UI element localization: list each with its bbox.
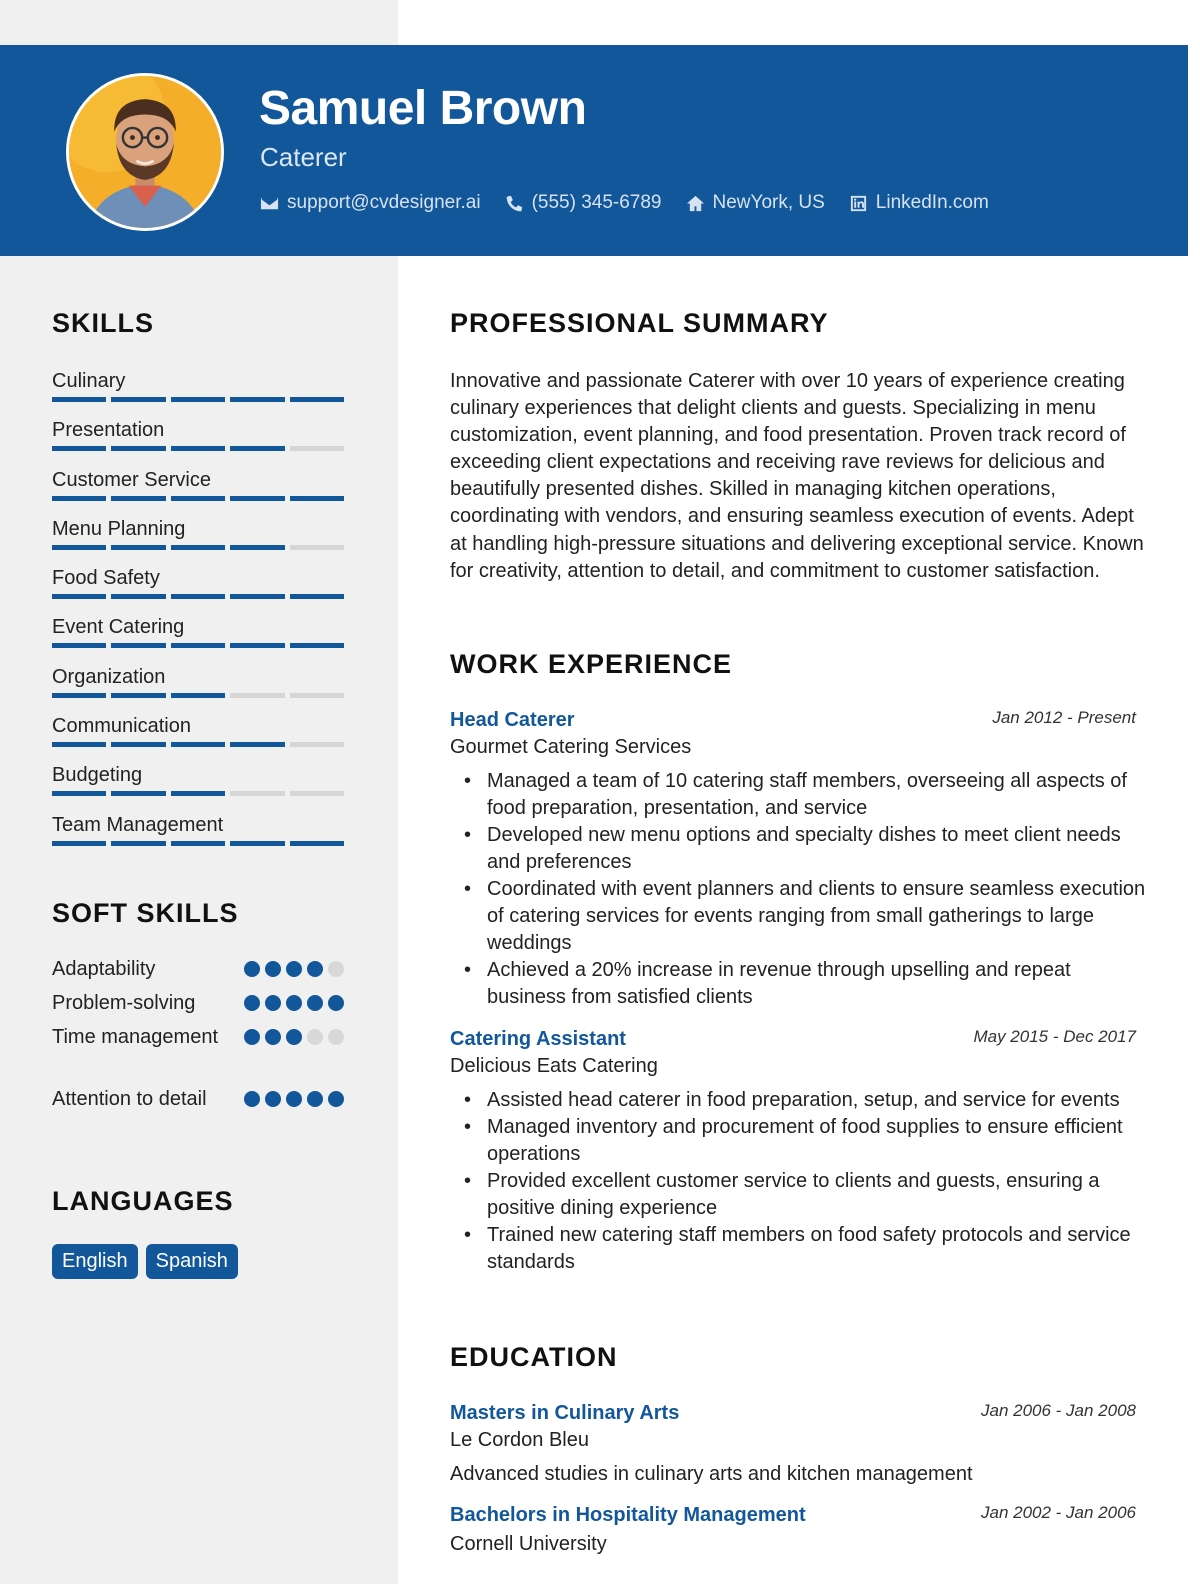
list-item: • Trained new catering staff members on food safety protocols and service standards [487,1222,1147,1276]
skill-level-segment [111,397,165,402]
skill-item [52,467,344,516]
skill-level-segment [111,791,165,796]
skill-level-segment [52,742,106,747]
skill-level-segment [230,446,284,451]
home-icon [686,194,705,213]
skill-level-segment [171,791,225,796]
skill-level-segment [230,841,284,846]
skill-level-segment [111,545,165,550]
skill-level-segment [290,791,344,796]
summary-text: Innovative and passionate Caterer with over 10 years of experience creating culinary experiences that delight clients and guests. Specializing in menu customization, event planning, and food presentation. Proven track record of exceeding client expectations and receiving rave reviews for delicious and beautifully presented dishes. Skilled in managing kitchen operations, coordinating with vendors, and ensuring seamless execution of events. Adept at handling high-pressure situations and delivering exceptional service. Known for creativity, attention to detail, and commitment to customer satisfaction. [450,370,1144,582]
skill-level-segment [111,693,165,698]
skill-level-segment [290,594,344,599]
soft-skill-name: Problem-solving [52,992,196,1014]
edu-2-dates: Jan 2002 - Jan 2006 [980,1503,1136,1522]
rating-dot [307,1091,323,1107]
skill-level-bar [52,841,344,846]
soft-skill-name: Time management [52,1026,218,1048]
skill-level-segment [290,496,344,501]
soft-skill-name: Adaptability [52,958,156,980]
skill-item [52,713,344,762]
skill-level-segment [52,446,106,451]
skill-item [52,762,344,811]
rating-dot [286,1091,302,1107]
avatar [66,73,224,231]
skill-level-bar [52,791,344,796]
skill-level-segment [290,545,344,550]
skill-level-segment [290,643,344,648]
list-item: • Assisted head caterer in food preparation, setup, and service for events [487,1087,1147,1114]
soft-skill-rating [244,1086,344,1113]
skill-level-segment [290,693,344,698]
contact-email-text: support@cvdesigner.ai [287,192,481,213]
skill-level-segment [111,643,165,648]
job-2-company: Delicious Eats Catering [450,1055,658,1077]
contact-location-text: NewYork, US [712,192,825,213]
candidate-name: Samuel Brown [259,82,587,135]
rating-dot [244,1029,260,1045]
skills-heading: SKILLS [52,308,155,338]
job-1-dates: Jan 2012 - Present [992,708,1136,727]
list-item: • Achieved a 20% increase in revenue through upselling and repeat business from satisfied clients [487,957,1147,1011]
skill-item [52,614,344,663]
skill-name: Organization [52,665,166,688]
skill-level-segment [171,693,225,698]
rating-dot [328,1091,344,1107]
skill-name: Customer Service [52,468,211,491]
list-item: • Managed a team of 10 catering staff members, overseeing all aspects of food preparation, presentation, and service [487,768,1147,822]
skill-level-segment [111,594,165,599]
list-item: • Developed new menu options and specialty dishes to meet client needs and preferences [487,822,1147,876]
skill-level-segment [171,841,225,846]
job-2-title: Catering Assistant [450,1028,626,1050]
soft-skill-item [52,956,344,983]
rating-dot [328,961,344,977]
skill-item [52,565,344,614]
soft-skill-rating [244,990,344,1017]
skill-name: Food Safety [52,567,160,590]
skill-level-segment [290,446,344,451]
list-item: • Coordinated with event planners and clients to ensure seamless execution of catering services for events ranging from small gatherings to large weddings [487,876,1147,957]
edu-2-degree: Bachelors in Hospitality Management [450,1504,806,1526]
job-1-bullets [487,768,1147,1011]
skill-level-segment [52,545,106,550]
contact-linkedin-text: LinkedIn.com [875,192,989,213]
phone-icon [505,194,524,213]
skill-level-segment [230,693,284,698]
linkedin-icon [849,194,868,213]
work-heading: WORK EXPERIENCE [450,649,733,679]
languages-heading: LANGUAGES [52,1186,234,1216]
skill-level-segment [52,841,106,846]
soft-skill-rating [244,956,344,983]
edu-2-school: Cornell University [450,1533,607,1555]
rating-dot [307,1029,323,1045]
rating-dot [286,1029,302,1045]
edu-1-dates: Jan 2006 - Jan 2008 [980,1401,1136,1420]
job-title: Caterer [260,142,347,172]
skill-item [52,368,344,417]
skill-level-bar [52,545,344,550]
soft-skills-heading: SOFT SKILLS [52,898,239,928]
skill-level-bar [52,446,344,451]
skill-name: Presentation [52,419,165,442]
skill-level-segment [230,791,284,796]
skill-item [52,417,344,466]
language-badge: English [52,1244,138,1279]
skill-name: Menu Planning [52,517,186,540]
skill-level-segment [230,397,284,402]
skill-level-segment [52,397,106,402]
rating-dot [244,1091,260,1107]
rating-dot [244,995,260,1011]
contact-phone-text: (555) 345-6789 [531,192,662,213]
skill-name: Communication [52,715,191,738]
skill-item [52,812,344,861]
edu-1-school: Le Cordon Bleu [450,1429,589,1451]
skill-name: Team Management [52,813,224,836]
rating-dot [307,961,323,977]
skill-level-segment [52,693,106,698]
skill-level-segment [171,545,225,550]
education-heading: EDUCATION [450,1342,618,1372]
skill-level-bar [52,397,344,402]
soft-skill-item [52,1086,344,1113]
avatar-portrait [69,76,221,228]
soft-skill-name: Attention to detail [52,1088,207,1110]
list-item: • Managed inventory and procurement of food supplies to ensure efficient operations [487,1114,1147,1168]
skill-level-bar [52,496,344,501]
skill-level-segment [171,446,225,451]
skill-level-segment [111,496,165,501]
contact-linkedin[interactable] [849,192,989,214]
skill-name: Culinary [52,370,126,392]
skill-level-segment [52,791,106,796]
rating-dot [265,1091,281,1107]
skill-level-segment [171,742,225,747]
skill-level-segment [171,496,225,501]
skills-list [52,368,344,861]
skill-level-segment [52,594,106,599]
skill-level-segment [171,643,225,648]
skill-item [52,516,344,565]
skill-level-segment [290,742,344,747]
skill-level-bar [52,643,344,648]
envelope-icon [260,194,279,213]
skill-level-segment [230,496,284,501]
skill-name: Event Catering [52,616,185,639]
skill-level-segment [230,545,284,550]
skill-level-segment [111,841,165,846]
rating-dot [328,1029,344,1045]
rating-dot [265,961,281,977]
skill-name: Budgeting [52,764,143,787]
job-2-dates: May 2015 - Dec 2017 [973,1027,1136,1046]
languages-list [52,1244,238,1279]
rating-dot [265,995,281,1011]
rating-dot [307,995,323,1011]
rating-dot [286,995,302,1011]
contact-phone[interactable] [505,192,662,214]
skill-level-segment [52,643,106,648]
skill-level-segment [230,742,284,747]
skill-item [52,664,344,713]
skill-level-segment [171,594,225,599]
job-1-title: Head Caterer [450,709,575,731]
soft-skill-item [52,990,344,1017]
soft-skill-rating [244,1024,344,1051]
skill-level-segment [111,742,165,747]
rating-dot [265,1029,281,1045]
edu-1-degree: Masters in Culinary Arts [450,1402,680,1424]
contact-email[interactable] [260,192,481,214]
header-banner [0,45,1188,256]
rating-dot [286,961,302,977]
skill-level-segment [111,446,165,451]
skill-level-segment [171,397,225,402]
list-item: • Provided excellent customer service to clients and guests, ensuring a positive dining experience [487,1168,1147,1222]
summary-heading: PROFESSIONAL SUMMARY [450,308,829,338]
skill-level-segment [230,594,284,599]
job-1-company: Gourmet Catering Services [450,736,692,758]
skill-level-bar [52,693,344,698]
contact-row [260,192,1013,214]
language-badge: Spanish [146,1244,238,1279]
rating-dot [328,995,344,1011]
job-2-bullets [487,1087,1147,1276]
skill-level-bar [52,594,344,599]
rating-dot [244,961,260,977]
contact-location [686,192,825,214]
skill-level-bar [52,742,344,747]
skill-level-segment [290,841,344,846]
skill-level-segment [52,496,106,501]
skill-level-segment [290,397,344,402]
skill-level-segment [230,643,284,648]
soft-skill-item [52,1024,344,1051]
edu-1-description: Advanced studies in culinary arts and kitchen management [450,1463,973,1485]
